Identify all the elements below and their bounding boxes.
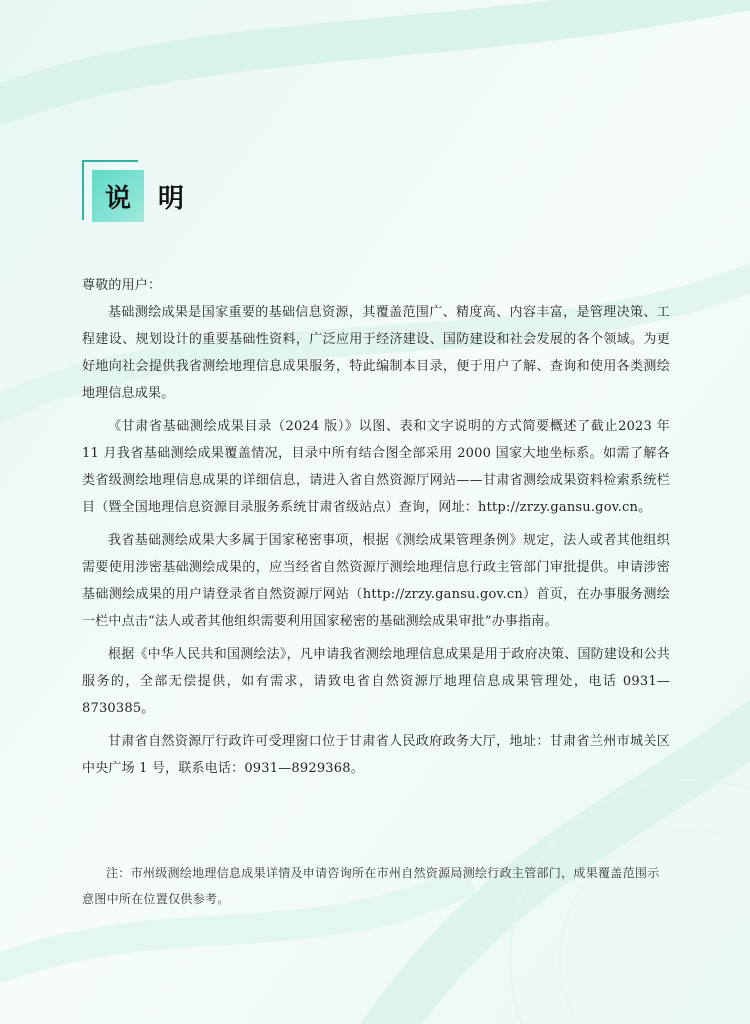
- salutation: 尊敬的用户：: [82, 278, 162, 293]
- paragraph-intro: 基础测绘成果是国家重要的基础信息资源，其覆盖范围广、精度高、内容丰富，是管理决策、工程建设、规划设计的重要基础性资料，广泛应用于经济建设、国防建设和社会发展的各个领域。为更好地向社会提供我省测绘地理信息成果服务，特此编制本目录，便于用户了解、查询和使用各类测绘地理信息成果。: [82, 305, 670, 401]
- footnote: 注：市州级测绘地理信息成果详情及申请咨询所在市州自然资源局测绘行政主管部门，成果覆盖范围示意图中所在位置仅供参考。: [82, 866, 660, 906]
- title-char-1: 说: [104, 183, 131, 214]
- page-title: [82, 160, 202, 230]
- title-char-2: 明: [158, 184, 185, 214]
- paragraph-free-service: 根据《中华人民共和国测绘法》，凡申请我省测绘地理信息成果是用于政府决策、国防建设和公共服务的，全部无偿提供，如有需求，请致电省自然资源厅地理信息成果管理处，电话 0931—8730385。: [82, 647, 670, 716]
- paragraph-contact: 甘肃省自然资源厅行政许可受理窗口位于甘肃省人民政府政务大厅，地址：甘肃省兰州市城关区中央广场 1 号，联系电话：0931—8929368。: [82, 734, 670, 776]
- title-highlight-box: [92, 170, 144, 222]
- paragraph-catalog: 《甘肃省基础测绘成果目录（2024 版）》以图、表和文字说明的方式简要概述了截止2023 年 11 月我省基础测绘成果覆盖情况，目录中所有结合图全部采用 2000 国家大地坐标系。如需了解各类省级测绘地理信息成果的详细信息，请进入省自然资源厅网站——甘肃省测绘成果资料检索系统栏目（暨全国地理信息资源目录服务系统甘肃省级站点）查询，网址：http://zrzy.gansu.gov.cn。: [82, 419, 670, 515]
- paragraph-classified: 我省基础测绘成果大多属于国家秘密事项，根据《测绘成果管理条例》规定，法人或者其他组织需要使用涉密基础测绘成果的，应当经省自然资源厅测绘地理信息行政主管部门审批提供。申请涉密基础测绘成果的用户请登录省自然资源厅网站（http://zrzy.gansu.gov.cn）首页，在办事服务测绘一栏中点击“法人或者其他组织需要利用国家秘密的基础测绘成果审批”办事指南。: [82, 533, 670, 629]
- body-text: [82, 272, 670, 788]
